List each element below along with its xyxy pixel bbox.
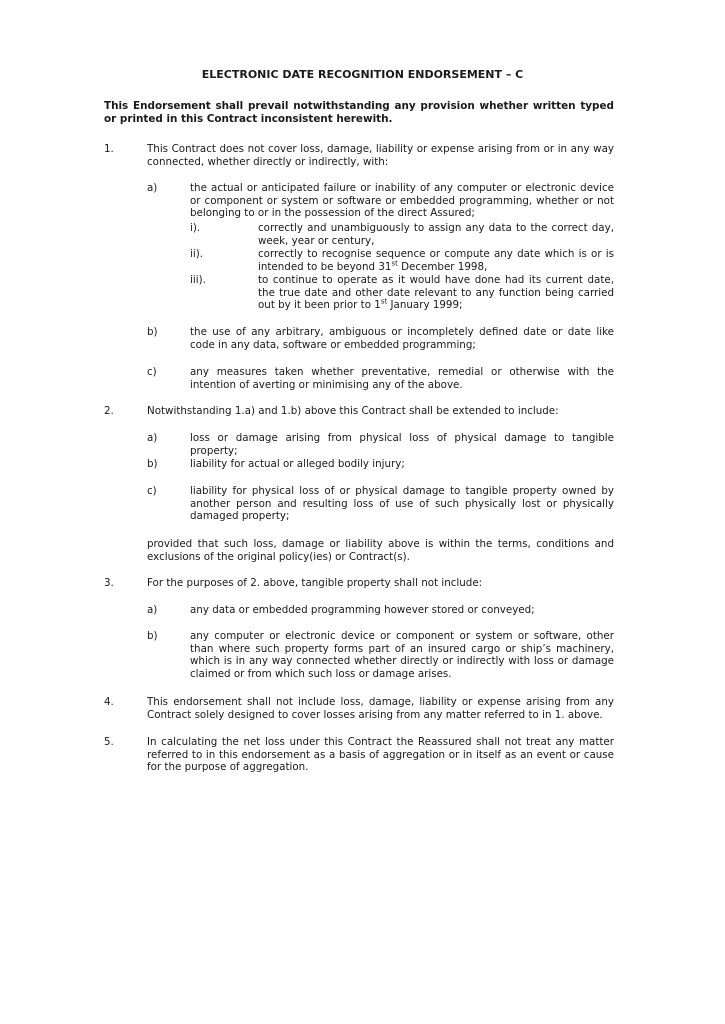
clause-3a-label: a) bbox=[147, 604, 158, 616]
clause-1b-text: the use of any arbitrary, ambiguous or incompletely defined date or date like code in any data, software or embedded programming; bbox=[190, 326, 614, 351]
clause-2c-label: c) bbox=[147, 485, 157, 497]
clause-4-text: This endorsement shall not include loss, damage, liability or expense arising from any Contract solely designed to cover losses arising from any matter referred to in 1. above. bbox=[147, 696, 614, 721]
clause-1a-iii-text bbox=[258, 274, 614, 312]
clause-1a-ii-text-after: December 1998, bbox=[397, 260, 488, 273]
clause-1a-iii-sup: st bbox=[380, 297, 388, 306]
clause-1c-text: any measures taken whether preventative, remedial or otherwise with the intention of averting or minimising any of the above. bbox=[190, 366, 614, 391]
clause-1a-iii-text-after: January 1999; bbox=[387, 299, 463, 312]
document-title: ELECTRONIC DATE RECOGNITION ENDORSEMENT – C bbox=[201, 68, 524, 81]
clause-1a-ii-text bbox=[258, 248, 614, 273]
clause-2a-label: a) bbox=[147, 432, 158, 444]
clause-1-number: 1. bbox=[104, 143, 114, 155]
clause-2-text: Notwithstanding 1.a) and 1.b) above this Contract shall be extended to include: bbox=[147, 405, 559, 417]
clause-3b-label: b) bbox=[147, 630, 158, 642]
clause-1b-label: b) bbox=[147, 326, 158, 338]
clause-5-text: In calculating the net loss under this Contract the Reassured shall not treat any matter referred to in this endorsement as a basis of aggregation or in itself as an event or cause for the purpose of aggregation. bbox=[147, 736, 614, 774]
clause-4-number: 4. bbox=[104, 696, 114, 708]
clause-2a-text: loss or damage arising from physical loss of physical damage to tangible property; bbox=[190, 432, 614, 457]
clause-1a-i-label: i). bbox=[190, 222, 201, 234]
clause-2b-text: liability for actual or alleged bodily injury; bbox=[190, 458, 405, 470]
clause-3-number: 3. bbox=[104, 577, 114, 589]
clause-1a-label: a) bbox=[147, 182, 158, 194]
clause-1a-ii-label: ii). bbox=[190, 248, 204, 260]
clause-3b-text: any computer or electronic device or component or system or software, other than where such property forms part of an insured cargo or ship’s machinery, which is in any way connected whether directly or indirectly with loss or damage claimed or from which such loss or damage arises. bbox=[190, 630, 614, 680]
clause-1c-label: c) bbox=[147, 366, 157, 378]
clause-2-proviso: provided that such loss, damage or liability above is within the terms, conditions and exclusions of the original policy(ies) or Contract(s). bbox=[147, 538, 614, 563]
clause-1-text: This Contract does not cover loss, damage, liability or expense arising from or in any way connected, whether directly or indirectly, with: bbox=[147, 143, 614, 168]
clause-2-number: 2. bbox=[104, 405, 114, 417]
intro-paragraph: This Endorsement shall prevail notwithstanding any provision whether written typed or printed in this Contract inconsistent herewith. bbox=[104, 100, 614, 125]
clause-2b-label: b) bbox=[147, 458, 158, 470]
clause-1a-iii-text-before: to continue to operate as it would have done had its current date, the true date and other date relevant to any function being carried out by it been prior to 1 bbox=[258, 274, 614, 312]
clause-1a-text: the actual or anticipated failure or inability of any computer or electronic device or component or system or software or embedded programming, whether or not belonging to or in the possession of the direct Assured; bbox=[190, 182, 614, 220]
clause-3-text: For the purposes of 2. above, tangible property shall not include: bbox=[147, 577, 483, 589]
clause-1a-iii-label: iii). bbox=[190, 274, 206, 286]
clause-2c-text: liability for physical loss of or physical damage to tangible property owned by another person and resulting loss of use of such physically lost or physically damaged property; bbox=[190, 485, 614, 523]
clause-1a-ii-text-before: correctly to recognise sequence or compute any date which is or is intended to be beyond 31 bbox=[258, 248, 614, 273]
clause-3a-text: any data or embedded programming however stored or conveyed; bbox=[190, 604, 535, 616]
clause-1a-ii-sup: st bbox=[391, 259, 398, 268]
clause-5-number: 5. bbox=[104, 736, 114, 748]
clause-1a-i-text: correctly and unambiguously to assign any data to the correct day, week, year or century, bbox=[258, 222, 614, 247]
